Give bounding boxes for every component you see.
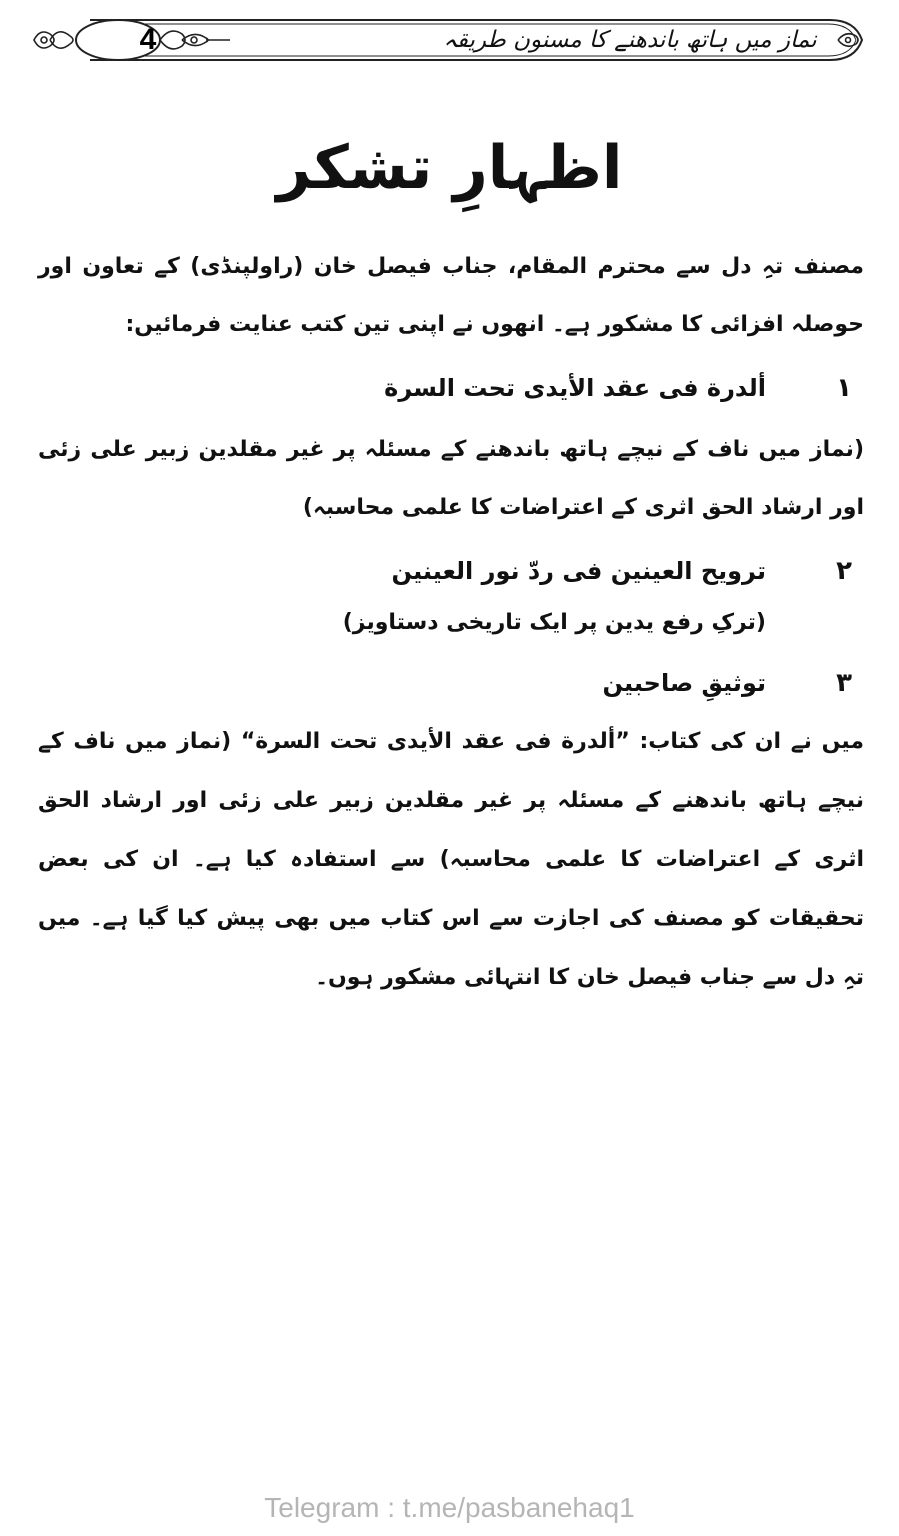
book-title: ترویح العینین فی ردّ نور العینین bbox=[391, 557, 766, 585]
intro-paragraph: مصنف تہِ دل سے محترم المقام، جناب فیصل خان (راولپنڈی) کے تعاون اور حوصلہ افزائی کا مشکور ہے۔ انھوں نے اپنی تین کتب عنایت فرمائیں: bbox=[38, 254, 864, 337]
running-title: نماز میں ہاتھ باندھنے کا مسنون طریقہ bbox=[443, 27, 817, 53]
page-number: 4 bbox=[139, 23, 157, 56]
book-title: ألدرة فی عقد الأیدی تحت السرة bbox=[384, 374, 766, 402]
book-description: (نماز میں ناف کے نیچے ہاتھ باندھنے کے مسئلہ پر غیر مقلدین زبیر علی زئی اور ارشاد الحق اثری کے اعتراضات کا علمی محاسبہ) bbox=[38, 437, 864, 520]
page-header bbox=[30, 12, 870, 68]
book-description: (ترکِ رفع یدین پر ایک تاریخی دستاویز) bbox=[342, 610, 766, 635]
closing-paragraph: میں نے ان کی کتاب: ”ألدرة فی عقد الأیدی تحت السرة“ (نماز میں ناف کے نیچے ہاتھ باندھنے کے مسئلہ پر غیر مقلدین زبیر علی زئی اور ارشاد الحق اثری کے اعتراضات کا علمی محاسبہ) سے استفادہ کیا ہے۔ ان کی بعض تحقیقات کو مصنف کی اجازت سے اس کتاب میں بھی پیش کیا گیا ہے۔ میں تہِ دل سے جناب فیصل خان کا انتہائی مشکور ہوں۔ bbox=[38, 729, 864, 990]
book-number: ۳ bbox=[836, 668, 852, 698]
telegram-watermark: Telegram : t.me/pasbanehaq1 bbox=[264, 1492, 635, 1523]
book-number: ۲ bbox=[836, 556, 852, 586]
book-number: ۱ bbox=[836, 373, 852, 403]
book-title: توثیقِ صاحبین bbox=[602, 669, 766, 697]
page-title: اظہارِ تشکر bbox=[276, 133, 623, 203]
